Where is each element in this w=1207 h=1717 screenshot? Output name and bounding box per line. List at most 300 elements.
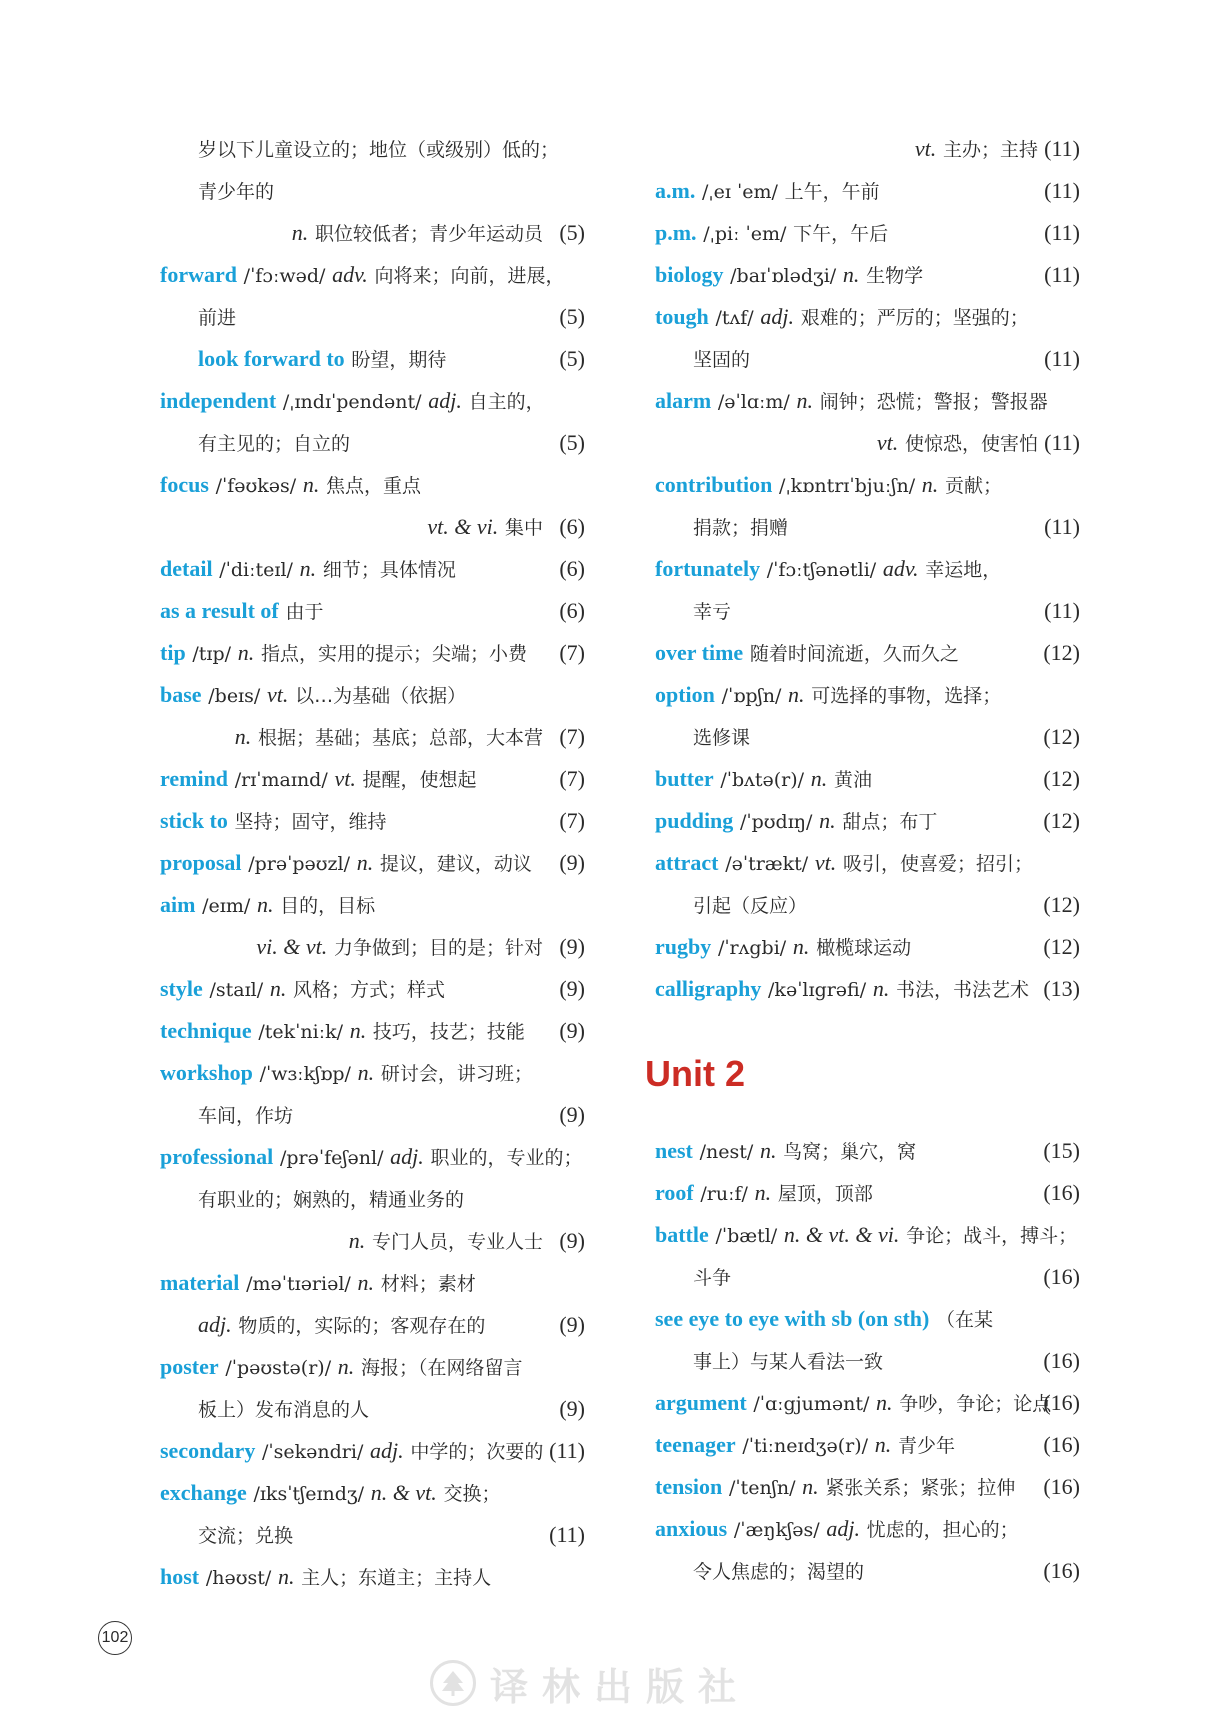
unit-reference: (9) (559, 934, 585, 959)
part-of-speech: n. (357, 1060, 375, 1085)
phonetic: /rɪˈmaɪnd/ (234, 769, 328, 791)
part-of-speech: n. (759, 1138, 777, 1163)
phonetic: /baɪˈɒlədʒi/ (730, 265, 837, 287)
glossary-line (160, 212, 585, 254)
part-of-speech: vt. (266, 682, 289, 707)
definition: 交换； (443, 1483, 501, 1505)
glossary-line (160, 1052, 585, 1094)
definition: 坚固的 (693, 349, 751, 371)
phonetic: /ˌkɒntrɪˈbjuːʃn/ (779, 475, 916, 497)
glossary-line (160, 1556, 585, 1598)
definition: 技巧，技艺；技能 (372, 1021, 525, 1043)
part-of-speech: vt. (814, 850, 837, 875)
definition: 幸亏 (693, 601, 732, 623)
glossary-line (655, 1256, 1080, 1298)
definition: 研讨会，讲习班； (380, 1063, 533, 1085)
glossary-line (160, 968, 585, 1010)
unit-reference: (9) (559, 1102, 585, 1127)
definition: 鸟窝；巢穴，窝 (783, 1141, 917, 1163)
unit-reference: (16) (1043, 1558, 1080, 1583)
headword: attract (655, 850, 719, 875)
definition: 紧张关系；紧张；拉伸 (825, 1477, 1016, 1499)
part-of-speech: adv. (882, 556, 919, 581)
phonetic: /əˈtrækt/ (725, 853, 809, 875)
definition: 事上）与某人看法一致 (693, 1351, 884, 1373)
definition: 下午，午后 (793, 223, 889, 245)
glossary-line (655, 212, 1080, 254)
definition: 交流；兑换 (198, 1525, 294, 1547)
phonetic: /həʊst/ (205, 1567, 272, 1589)
part-of-speech: n. (754, 1180, 772, 1205)
glossary-line (655, 506, 1080, 548)
definition: 上午，午前 (784, 181, 880, 203)
definition: 焦点，重点 (326, 475, 422, 497)
glossary-line (160, 1178, 585, 1220)
phonetic: /ˈwɜːkʃɒp/ (259, 1063, 351, 1085)
phonetic: /ˈfɔːtʃənətli/ (766, 559, 877, 581)
glossary-line (160, 380, 585, 422)
part-of-speech: n. (237, 640, 255, 665)
glossary-line (655, 548, 1080, 590)
headword: material (160, 1270, 240, 1295)
part-of-speech: vt. (876, 430, 899, 455)
part-of-speech: n. (796, 388, 814, 413)
definition: 青少年 (897, 1435, 955, 1457)
unit-reference: (5) (559, 304, 585, 329)
headword: tip (160, 640, 186, 665)
headword: battle (655, 1222, 709, 1247)
definition: 使惊恐，使害怕 (904, 433, 1038, 455)
part-of-speech: adj. (198, 1312, 232, 1337)
glossary-line (655, 170, 1080, 212)
unit-reference: (11) (549, 1438, 585, 1463)
phonetic: /nest/ (699, 1141, 754, 1163)
headword: tension (655, 1474, 723, 1499)
headword: biology (655, 262, 724, 287)
unit-reference: (9) (559, 1228, 585, 1253)
glossary-line (655, 1550, 1080, 1592)
phonetic: /ruːf/ (700, 1183, 748, 1205)
part-of-speech: n. (277, 1564, 295, 1589)
unit-heading: Unit 2 (645, 1053, 746, 1094)
phonetic: /tɪp/ (192, 643, 232, 665)
definition: 可选择的事物，选择； (811, 685, 1002, 707)
glossary-line (655, 968, 1080, 1010)
definition: 根据；基础；基底；总部，大本营 (257, 727, 543, 749)
glossary-line (655, 1508, 1080, 1550)
unit-reference: (16) (1043, 1474, 1080, 1499)
glossary-line (655, 464, 1080, 506)
part-of-speech: vt. (334, 766, 356, 791)
glossary-line (655, 1382, 1080, 1424)
glossary-line (160, 506, 585, 548)
part-of-speech: n. (349, 1018, 367, 1043)
unit-reference: (7) (559, 724, 585, 749)
glossary-line (160, 1220, 585, 1262)
glossary-line (655, 884, 1080, 926)
headword: workshop (160, 1060, 253, 1085)
headword: poster (160, 1354, 219, 1379)
headword: alarm (655, 388, 712, 413)
glossary-line (160, 590, 585, 632)
headword: argument (655, 1390, 747, 1415)
part-of-speech: n. (234, 724, 252, 749)
glossary-line (160, 422, 585, 464)
definition: 以…为基础（依据） (295, 685, 467, 707)
definition: 板上）发布消息的人 (198, 1399, 370, 1421)
definition: 青少年的 (198, 181, 275, 203)
headword: forward (160, 262, 237, 287)
definition: 黄油 (833, 769, 872, 791)
phonetic: /prəˈpəʊzl/ (248, 853, 350, 875)
definition: 生物学 (866, 265, 924, 287)
glossary-line (655, 1172, 1080, 1214)
definition: 闹钟；恐慌；警报；警报器 (819, 391, 1048, 413)
part-of-speech: vi. & vt. (256, 934, 328, 959)
part-of-speech: n. (874, 1432, 892, 1457)
part-of-speech: n. (299, 556, 317, 581)
headword: calligraphy (655, 976, 762, 1001)
headword: tough (655, 304, 709, 329)
part-of-speech: n. (291, 220, 309, 245)
definition: 海报；（在网络留言 (360, 1357, 523, 1379)
glossary-line (160, 1346, 585, 1388)
unit-reference: (9) (559, 1396, 585, 1421)
part-of-speech: n. (302, 472, 320, 497)
part-of-speech: adj. (428, 388, 462, 413)
unit-reference: (12) (1043, 808, 1080, 833)
definition: 书法，书法艺术 (896, 979, 1030, 1001)
page-number: 102 (98, 1621, 132, 1655)
phonetic: /ˈfəʊkəs/ (215, 475, 297, 497)
definition: 目的，目标 (280, 895, 376, 917)
headword: contribution (655, 472, 773, 497)
definition: （在某 (936, 1309, 994, 1331)
definition: 争吵，争论；论点 (899, 1393, 1052, 1415)
glossary-line (160, 1136, 585, 1178)
definition: 提醒，使想起 (362, 769, 477, 791)
unit-reference: (9) (559, 1312, 585, 1337)
headword: butter (655, 766, 714, 791)
phonetic: /tekˈniːk/ (258, 1021, 344, 1043)
part-of-speech: n. (788, 682, 805, 707)
glossary-line (160, 926, 585, 968)
glossary-line (160, 170, 585, 212)
headword: stick to (160, 808, 228, 833)
phonetic: /ˈpʊdɪŋ/ (739, 811, 813, 833)
phonetic: /ˈtenʃn/ (728, 1477, 796, 1499)
phonetic: /beɪs/ (208, 685, 261, 707)
glossary-line (160, 674, 585, 716)
part-of-speech: n. (802, 1474, 819, 1499)
glossary-line (655, 1340, 1080, 1382)
definition: 指点，实用的提示；尖端；小费 (260, 643, 527, 665)
definition: 专门人员，专业人士 (371, 1231, 543, 1253)
part-of-speech: n. (921, 472, 939, 497)
unit-reference: (9) (559, 1018, 585, 1043)
unit-reference: (11) (1044, 178, 1080, 203)
phonetic: /ˈɒpʃn/ (721, 685, 782, 707)
definition: 职位较低者；青少年运动员 (314, 223, 543, 245)
glossary-line (655, 1130, 1080, 1172)
part-of-speech: n. & vt. & vi. (783, 1222, 900, 1247)
glossary-line (655, 800, 1080, 842)
glossary-line (655, 128, 1080, 170)
phonetic: /əˈlɑːm/ (717, 391, 790, 413)
phonetic: /ˈrʌgbi/ (717, 937, 787, 959)
unit-reference: (11) (1044, 136, 1080, 161)
unit-reference: (5) (559, 220, 585, 245)
unit-reference: (11) (1044, 262, 1080, 287)
unit-reference: (16) (1043, 1390, 1080, 1415)
part-of-speech: n. & vt. (370, 1480, 437, 1505)
unit-reference: (12) (1043, 640, 1080, 665)
definition: 随着时间流逝，久而久之 (749, 643, 959, 665)
unit-reference: (12) (1043, 892, 1080, 917)
definition: 吸引，使喜爱；招引； (842, 853, 1033, 875)
definition: 盼望，期待 (351, 349, 447, 371)
definition: 斗争 (693, 1267, 732, 1289)
glossary-line (655, 716, 1080, 758)
phonetic: /tʌf/ (715, 307, 754, 329)
phonetic: /ˈfɔːwəd/ (243, 265, 326, 287)
headword: focus (160, 472, 209, 497)
headword: as a result of (160, 598, 279, 623)
part-of-speech: n. (348, 1228, 366, 1253)
phonetic: /ˈpəʊstə(r)/ (225, 1357, 332, 1379)
glossary-line (160, 1094, 585, 1136)
unit-reference: (6) (559, 556, 585, 581)
phonetic: /ˈæŋkʃəs/ (733, 1519, 820, 1541)
phonetic: /ˌɪndɪˈpendənt/ (282, 391, 422, 413)
unit-reference: (16) (1043, 1432, 1080, 1457)
glossary-line (655, 422, 1080, 464)
left-column (160, 128, 585, 1598)
unit-reference: (12) (1043, 724, 1080, 749)
definition: 细节；具体情况 (322, 559, 456, 581)
glossary-line (160, 548, 585, 590)
definition: 幸运地， (925, 559, 1002, 581)
part-of-speech: n. (792, 934, 810, 959)
headword: roof (655, 1180, 694, 1205)
glossary-line (655, 632, 1080, 674)
headword: option (655, 682, 715, 707)
unit-reference: (6) (559, 514, 585, 539)
glossary-line (160, 1472, 585, 1514)
glossary-line (160, 338, 585, 380)
unit-reference: (9) (559, 850, 585, 875)
phonetic: /məˈtɪəriəl/ (246, 1273, 351, 1295)
glossary-line (160, 758, 585, 800)
unit-reference: (11) (1044, 514, 1080, 539)
unit-reference: (13) (1043, 976, 1080, 1001)
unit-reference: (6) (559, 598, 585, 623)
definition: 材料；素材 (380, 1273, 476, 1295)
definition: 引起（反应） (693, 895, 808, 917)
phonetic: /ˌeɪ ˈem/ (702, 181, 778, 203)
unit-reference: (9) (559, 976, 585, 1001)
headword: style (160, 976, 203, 1001)
glossary-line (160, 884, 585, 926)
publisher-logo-icon (430, 1660, 476, 1706)
part-of-speech: n. (356, 850, 374, 875)
phonetic: /prəˈfeʃənl/ (279, 1147, 384, 1169)
headword: remind (160, 766, 229, 791)
part-of-speech: n. (810, 766, 828, 791)
unit-reference: (12) (1043, 934, 1080, 959)
definition: 中学的；次要的 (410, 1441, 544, 1463)
definition: 忧虑的，担心的； (866, 1519, 1019, 1541)
glossary-line (160, 464, 585, 506)
definition: 由于 (285, 601, 324, 623)
phonetic: /eɪm/ (202, 895, 251, 917)
part-of-speech: n. (842, 262, 860, 287)
glossary-line (160, 800, 585, 842)
part-of-speech: n. (872, 976, 890, 1001)
headword: fortunately (655, 556, 761, 581)
part-of-speech: n. (256, 892, 274, 917)
part-of-speech: n. (876, 1390, 893, 1415)
headword: aim (160, 892, 196, 917)
glossary-line (655, 1466, 1080, 1508)
glossary-line (655, 590, 1080, 632)
glossary-line (160, 296, 585, 338)
glossary-line (160, 716, 585, 758)
phonetic: /staɪl/ (209, 979, 264, 1001)
glossary-line (160, 842, 585, 884)
definition: 力争做到；目的是；针对 (333, 937, 543, 959)
definition: 有职业的；娴熟的，精通业务的 (198, 1189, 465, 1211)
glossary-line (160, 1388, 585, 1430)
part-of-speech: adj. (370, 1438, 404, 1463)
unit-reference: (16) (1043, 1348, 1080, 1373)
headword: professional (160, 1144, 274, 1169)
unit-reference: (5) (559, 430, 585, 455)
glossary-line (160, 254, 585, 296)
definition: 自主的， (468, 391, 545, 413)
headword: look forward to (198, 346, 345, 371)
phonetic: /ˈdiːteɪl/ (219, 559, 293, 581)
definition: 贡献； (944, 475, 1002, 497)
phonetic: /ˈtiːneɪdʒə(r)/ (742, 1435, 869, 1457)
headword: pudding (655, 808, 734, 833)
headword: exchange (160, 1480, 247, 1505)
phonetic: /ˌpiː ˈem/ (703, 223, 787, 245)
unit-reference: (7) (559, 640, 585, 665)
definition: 艰难的；严厉的；坚强的； (800, 307, 1029, 329)
glossary-line (160, 632, 585, 674)
unit-reference: (11) (549, 1522, 585, 1547)
unit-reference: (7) (559, 808, 585, 833)
unit-reference: (11) (1044, 598, 1080, 623)
glossary-line (655, 380, 1080, 422)
glossary-line (655, 1298, 1080, 1340)
unit-reference: (11) (1044, 430, 1080, 455)
right-column (645, 128, 1080, 1592)
part-of-speech: n. (357, 1270, 375, 1295)
publisher-watermark (430, 1660, 751, 1709)
publisher-name: 译林出版社 (490, 1663, 751, 1709)
headword: proposal (160, 850, 242, 875)
glossary-line (160, 1304, 585, 1346)
headword: rugby (655, 934, 712, 959)
definition: 甜点；布丁 (842, 811, 938, 833)
glossary-line (160, 1262, 585, 1304)
glossary-line (655, 338, 1080, 380)
phonetic: /ˈɑːgjumənt/ (753, 1393, 870, 1415)
definition: 风格；方式；样式 (293, 979, 446, 1001)
headword: see eye to eye with sb (on sth) (655, 1306, 930, 1331)
glossary-line (160, 1514, 585, 1556)
headword: teenager (655, 1432, 736, 1457)
definition: 岁以下儿童设立的；地位（或级别）低的； (198, 139, 560, 161)
definition: 提议，建议，动议 (379, 853, 532, 875)
glossary-line (160, 1430, 585, 1472)
part-of-speech: vt. (914, 136, 937, 161)
glossary-line (160, 1010, 585, 1052)
unit-reference: (11) (1044, 220, 1080, 245)
glossary-line (655, 1424, 1080, 1466)
part-of-speech: adj. (826, 1516, 860, 1541)
phonetic: /ˈbætl/ (715, 1225, 778, 1247)
definition: 向将来；向前，进展， (374, 265, 565, 287)
glossary-line (655, 674, 1080, 716)
definition: 选修课 (693, 727, 751, 749)
glossary-line (655, 842, 1080, 884)
definition: 主人；东道主；主持人 (301, 1567, 492, 1589)
part-of-speech: adj. (760, 304, 795, 329)
phonetic: /kəˈlɪgrəfi/ (768, 979, 867, 1001)
definition: 有主见的；自立的 (198, 433, 351, 455)
part-of-speech: adv. (332, 262, 368, 287)
definition: 前进 (198, 307, 237, 329)
definition: 车间，作坊 (198, 1105, 294, 1127)
unit-reference: (7) (559, 766, 585, 791)
phonetic: /ɪksˈtʃeɪndʒ/ (253, 1483, 365, 1505)
headword: a.m. (655, 178, 696, 203)
definition: 令人焦虑的；渴望的 (693, 1561, 865, 1583)
glossary-line (655, 926, 1080, 968)
definition: 职业的，专业的； (430, 1147, 583, 1169)
unit-reference: (15) (1043, 1138, 1080, 1163)
definition: 屋顶，顶部 (777, 1183, 873, 1205)
headword: technique (160, 1018, 252, 1043)
glossary-line (655, 1214, 1080, 1256)
headword: base (160, 682, 202, 707)
unit-reference: (11) (1044, 346, 1080, 371)
unit-reference: (12) (1043, 766, 1080, 791)
headword: nest (655, 1138, 693, 1163)
definition: 争论；战斗，搏斗； (906, 1225, 1078, 1247)
unit-reference: (16) (1043, 1180, 1080, 1205)
definition: 橄榄球运动 (816, 937, 912, 959)
headword: anxious (655, 1516, 728, 1541)
part-of-speech: n. (269, 976, 287, 1001)
part-of-speech: adj. (390, 1144, 424, 1169)
part-of-speech: n. (337, 1354, 355, 1379)
headword: p.m. (655, 220, 697, 245)
definition: 捐款；捐赠 (693, 517, 789, 539)
glossary-line (655, 296, 1080, 338)
headword: host (160, 1564, 200, 1589)
headword: independent (160, 388, 277, 413)
glossary-line (655, 254, 1080, 296)
unit-reference: (16) (1043, 1264, 1080, 1289)
glossary-line (655, 758, 1080, 800)
definition: 物质的，实际的；客观存在的 (238, 1315, 486, 1337)
part-of-speech: vt. & vi. (427, 514, 499, 539)
part-of-speech: n. (819, 808, 836, 833)
